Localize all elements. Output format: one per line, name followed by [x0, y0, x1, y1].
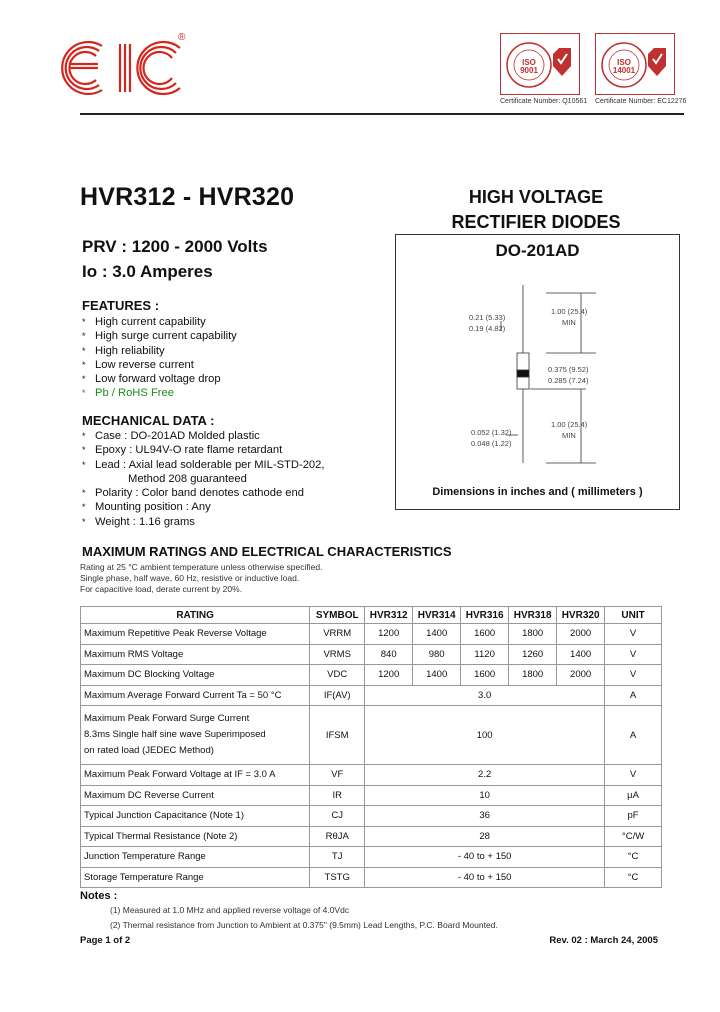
- list-item: * Weight : 1.16 grams: [82, 515, 195, 528]
- body-diameter-max: 0.375 (9.52): [548, 365, 589, 374]
- registered-mark: ®: [178, 32, 186, 43]
- package-dimensions-caption: Dimensions in inches and ( millimeters ): [432, 486, 643, 498]
- package-name: DO-201AD: [495, 241, 580, 260]
- list-item: * Lead : Axial lead solderable per MIL-STD-202,: [82, 458, 325, 471]
- eic-logo: [60, 32, 190, 102]
- body-length-max: 0.21 (5.33): [469, 313, 506, 322]
- col-hvr314: HVR314: [413, 607, 461, 624]
- notes-heading: Notes :: [80, 890, 118, 902]
- part-number-title: HVR312 - HVR320: [80, 183, 295, 211]
- list-item: * Low reverse current: [82, 358, 194, 371]
- revision-date: Rev. 02 : March 24, 2005: [549, 935, 658, 946]
- eic-logo-graphic: [60, 32, 190, 102]
- table-row: Typical Thermal Resistance (Note 2) RθJA 28 °C/W: [81, 826, 662, 847]
- mechanical-heading: MECHANICAL DATA :: [82, 413, 215, 428]
- lead-length-bottom-min: MIN: [562, 431, 576, 440]
- table-row: Maximum DC Reverse Current IR 10 µA: [81, 785, 662, 806]
- table-row: Maximum Average Forward Current Ta = 50 °C IF(AV) 3.0 A: [81, 685, 662, 706]
- table-row: Junction Temperature Range TJ - 40 to + 150 °C: [81, 847, 662, 868]
- col-hvr318: HVR318: [509, 607, 557, 624]
- mechanical-list: [82, 429, 324, 529]
- product-type-line1: HIGH VOLTAGE: [468, 187, 604, 207]
- iso-9001-label: ISO 9001: [520, 58, 538, 75]
- table-row: Maximum RMS Voltage VRMS 840 980 1120 1260 1400 V: [81, 644, 662, 665]
- col-unit: UNIT: [605, 607, 662, 624]
- note-1: (1) Measured at 1.0 MHz and applied reverse voltage of 4.0Vdc: [110, 905, 350, 915]
- header-divider: [80, 113, 684, 115]
- list-item: * High reliability: [82, 344, 165, 357]
- lead-length-top-min: MIN: [562, 318, 576, 327]
- body-length-min: 0.19 (4.82): [469, 324, 506, 333]
- product-type-line2: RECTIFIER DIODES: [451, 212, 621, 232]
- diode-outline-drawing: [396, 235, 679, 509]
- table-row: Maximum Repetitive Peak Reverse Voltage VRRM 1200 1400 1600 1800 2000 V: [81, 624, 662, 645]
- lead-diameter-min: 0.048 (1.22): [471, 439, 512, 448]
- list-item: * Low forward voltage drop: [82, 373, 221, 386]
- col-hvr312: HVR312: [365, 607, 413, 624]
- rohs-item: * Pb / RoHS Free: [82, 387, 174, 400]
- page-number: Page 1 of 2: [80, 935, 131, 946]
- col-symbol: SYMBOL: [310, 607, 365, 624]
- iso-9001-badge: [500, 33, 580, 95]
- features-heading: FEATURES :: [82, 298, 160, 313]
- ratings-note-3: For capacitive load, derate current by 20%.: [80, 584, 243, 594]
- list-item: * Polarity : Color band denotes cathode end: [82, 487, 304, 500]
- col-hvr320: HVR320: [557, 607, 605, 624]
- ratings-table: [80, 606, 662, 888]
- ratings-note-2: Single phase, half wave, 60 Hz, resistive or inductive load.: [80, 573, 300, 583]
- table-row: Maximum Peak Forward Surge Current 8.3ms Single half sine wave Superimposed on rated load (JEDEC Method) IFSM 100 A: [81, 706, 662, 765]
- ratings-heading: MAXIMUM RATINGS AND ELECTRICAL CHARACTERISTICS: [82, 544, 452, 559]
- note-2: (2) Thermal resistance from Junction to Ambient at 0.375" (9.5mm) Lead Lengths, P.C. Board Mounted.: [110, 920, 498, 930]
- table-row: Storage Temperature Range TSTG - 40 to + 150 °C: [81, 867, 662, 888]
- col-hvr316: HVR316: [461, 607, 509, 624]
- iso-9001-cert-number: Certificate Number: Q10561: [500, 98, 588, 105]
- io-spec: Io : 3.0 Amperes: [82, 262, 213, 281]
- lead-diameter-max: 0.052 (1.32): [471, 428, 512, 437]
- iso-14001-badge: [595, 33, 675, 95]
- list-item: * Epoxy : UL94V-O rate flame retardant: [82, 444, 283, 457]
- prv-spec: PRV : 1200 - 2000 Volts: [82, 237, 268, 256]
- table-header-row: [81, 607, 662, 624]
- ratings-note-1: Rating at 25 °C ambient temperature unless otherwise specified.: [80, 562, 323, 572]
- list-item: Method 208 guaranteed: [128, 472, 247, 485]
- iso-14001-label: ISO 14001: [612, 58, 636, 75]
- list-item: * Mounting position : Any: [82, 501, 211, 514]
- lead-length-bottom: 1.00 (25.4): [551, 420, 588, 429]
- list-item: * High current capability: [82, 316, 206, 328]
- table-row: Typical Junction Capacitance (Note 1) CJ 36 pF: [81, 806, 662, 827]
- lead-length-top: 1.00 (25.4): [551, 307, 588, 316]
- list-item: * Case : DO-201AD Molded plastic: [82, 430, 260, 442]
- col-rating: RATING: [81, 607, 310, 624]
- list-item: * High surge current capability: [82, 330, 237, 343]
- features-list: [82, 315, 237, 401]
- table-row: Maximum Peak Forward Voltage at IF = 3.0 A VF 2.2 V: [81, 765, 662, 786]
- table-row: Maximum DC Blocking Voltage VDC 1200 1400 1600 1800 2000 V: [81, 665, 662, 686]
- body-diameter-min: 0.285 (7.24): [548, 376, 589, 385]
- package-drawing-box: [395, 234, 680, 510]
- iso-14001-cert-number: Certificate Number: EC12276: [595, 98, 687, 105]
